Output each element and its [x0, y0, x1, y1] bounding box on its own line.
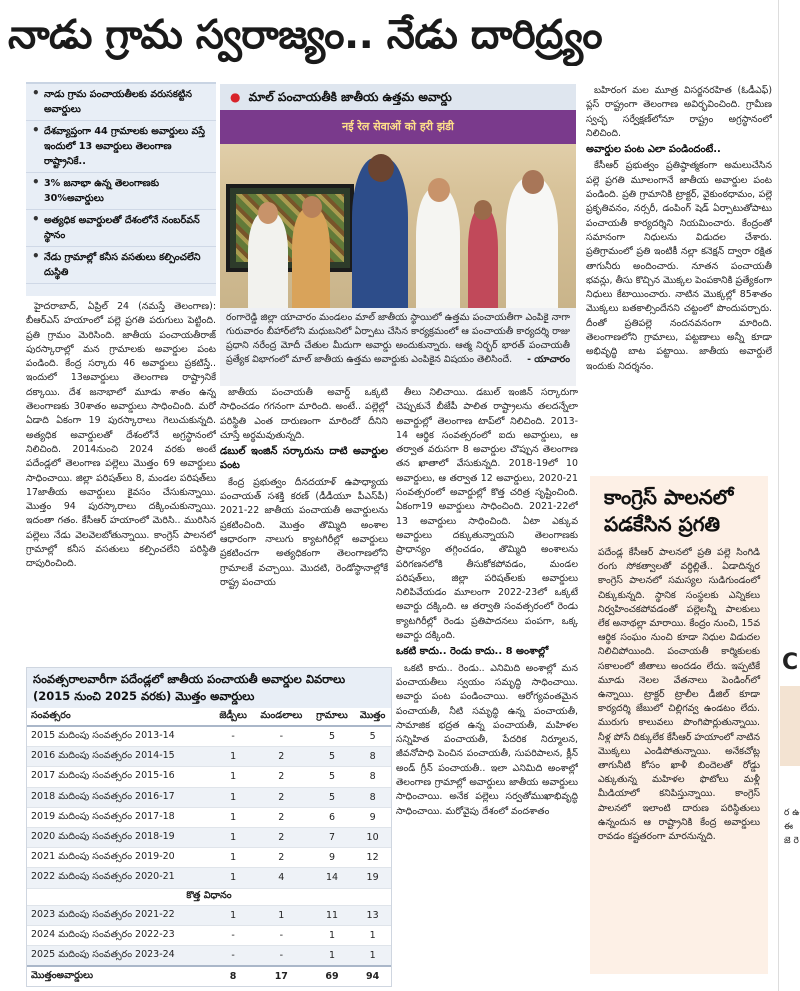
cell-year: 2019 మదింపు సంవత్సరం 2017-18: [27, 807, 213, 827]
table-row: [27, 868, 391, 888]
article-paragraph: బహిరంగ మల మూత్ర విసర్జనరహిత (ఓడీఎఫ్‌) ప్లస్‌ రాష్ట్రంగా తెలంగాణ అవిర్భవించింది. గ్రామీణ స్వచ్ఛ సర్వేక్షణ్‌లోనూ రాష్ట్రం అగ్రస్థానంలో నిలిచింది.: [586, 85, 772, 139]
person-head: [522, 170, 544, 194]
table-row: [27, 827, 391, 847]
cell: 11: [310, 905, 354, 925]
awards-table: [27, 708, 391, 987]
cell-year: 2022 మదింపు సంవత్సరం 2020-21: [27, 868, 213, 888]
article-column-3: [396, 386, 578, 986]
col-header-total: మొత్తం: [354, 708, 391, 726]
cell: 94: [354, 966, 391, 987]
adjacent-text: ర ఉ ఈ జె రె: [784, 808, 800, 846]
cell: 13: [354, 905, 391, 925]
table-row: [27, 925, 391, 945]
col-header-village: గ్రామాలు: [310, 708, 354, 726]
table-row: [27, 807, 391, 827]
cell-year: 2016 మదింపు సంవత్సరం 2014-15: [27, 747, 213, 767]
highlight-item: • దేశవ్యాప్తంగా 44 గ్రామాలకు అవార్డులు వస్తే ఇందులో 13 అవార్డులు తెలంగాణ రాష్ట్రానికే..: [26, 121, 216, 173]
photo-banner: नई रेल सेवाओं को हरी झंडी: [220, 110, 576, 144]
photo-caption: [220, 308, 576, 386]
cell: 19: [354, 868, 391, 888]
cell: 2: [253, 787, 310, 807]
person-figure: [416, 188, 460, 308]
table-title: సంవత్సరాలవారీగా పదేండ్లలో జాతీయ పంచాయతీ అవార్డుల వివరాలు (2015 నుంచి 2025 వరకు) మొత్తం అవార్డులు: [27, 668, 391, 708]
article-column-1: [26, 300, 216, 662]
cell: 2: [253, 747, 310, 767]
cell: -: [253, 726, 310, 747]
cell: 17: [253, 966, 310, 987]
cell-year: 2024 మదింపు సంవత్సరం 2022-23: [27, 925, 213, 945]
cell-year: 2021 మదింపు సంవత్సరం 2019-20: [27, 848, 213, 868]
painting-image: [226, 184, 354, 272]
congress-body: పదేండ్ల కేసీఆర్‌ పాలనలో ప్రతి పల్లె సింగిడి రంగు సోకత్వాలతో వర్ధిల్లితే.. ఏడాదిన్నర కాంగ్రెస్‌ పాలనలో సమస్యల సుడిగుండంలో చిక్కుకున్నది. స్థానిక సంస్థలకు ఎన్నికలు నిర్వహించకపోవడంతో పల్లెలన్నీ పాలకులు లేక అనాథల్లా మారాయి. కేంద్రం నుంచి, 15వ ఆర్థిక సంఘం నుంచి కూడా నిధుల విడుదల నిలిచిపోయింది. పంచాయతీ కార్మికులకు సకాలంలో జీతాలు అందడం లేదు. ఇప్పటికే మూడు నెలల వేతనాలు పెండింగ్‌లో ఉన్నాయి. ట్రాక్టర్‌ ట్రాలీల డీజిల్‌ కూడా కార్యదర్శి జేబులో చిల్లిగవ్వ ఉండటం లేదు. మురుగు కాలువలు పొంగిపొర్లుతున్నాయి. నీళ్ల పోసే దిక్కులేక కేసీఆర్‌ హయాంలో నాటిన మొక్కలు ఎండిపోతున్నాయి. అనేకచోట్ల తాగునీటి కోసం ఖాళీ బిందెలతో రోడ్డు ఎక్కుతున్న మహిళల ఫొటోలు మళ్లీ మీడియాలో కనిపిస్తున్నాయి. కాంగ్రెస్‌ పాలనలో ఇలాంటి దారుణ పరిస్థితులు ఉన్నందున ఆ రాష్ట్రానికి కేంద్ర అవార్డులు రావడం కష్టతరంగా మారనున్నది.: [598, 547, 760, 843]
cell: 1: [354, 945, 391, 966]
cell-year: 2025 మదింపు సంవత్సరం 2023-24: [27, 945, 213, 966]
cell: 1: [354, 925, 391, 945]
congress-sidebar: [590, 476, 768, 974]
cell-year: 2015 మదింపు సంవత్సరం 2013-14: [27, 726, 213, 747]
cell: -: [253, 925, 310, 945]
cell: 5: [354, 726, 391, 747]
subheading: ఒకటి కాదు.. రెండు కాదు.. 8 అంశాల్లో: [396, 646, 549, 658]
cell: 1: [213, 787, 252, 807]
cell: 1: [213, 767, 252, 787]
section-label: కొత్త విధానం: [27, 888, 391, 905]
award-photo: [220, 110, 576, 308]
cell-year: 2017 మదింపు సంవత్సరం 2015-16: [27, 767, 213, 787]
highlights-box: [26, 82, 216, 296]
photo-caption-text: రంగారెడ్డి జిల్లా యాచారం మండలం మాల్‌ జాతీయ స్థాయిలో ఉత్తమ పంచాయతీగా ఎంపికై నాగా గురువారం బీహార్‌లోని మధుబనిలో ఏర్పాటు చేసిన కార్యక్రమంలో ఆ పంచాయతీ కార్యదర్శి రాజు ప్రధాని నరేంద్ర మోదీ చేతుల మీదుగా అవార్డు అందుకున్నారు. ఆత్మ నిర్భర్‌ భారత్‌ పంచాయతీ ప్రత్యేక విభాగంలో మాల్‌ జాతీయ ఉత్తమ అవార్డుకు ఎంపికైన విషయం తెలిసిందే.: [226, 312, 570, 365]
cell: -: [253, 945, 310, 966]
cell-year: 2018 మదింపు సంవత్సరం 2016-17: [27, 787, 213, 807]
article-column-4: [586, 84, 772, 470]
highlight-item: • నాడు గ్రామ పంచాయతీలకు వరుసకట్టిన అవార్డులు: [26, 84, 216, 121]
col-header-mandal: మండలాలు: [253, 708, 310, 726]
highlight-item: • నేడు గ్రామాల్లో కనీస వసతులు కల్పించలేని దుస్థితి: [26, 247, 216, 284]
article-paragraph: జాతీయ పంచాయతీ అవార్డ్‌ ఒక్కటి సాధించడం గగనంగా మారింది. అంటే.. పల్లెల్లో పరిస్థితి ఎంత దారుణంగా మారిందో దీనిని చూస్తే అర్థమవుతున్నది.: [220, 387, 388, 441]
cell: 2: [253, 827, 310, 847]
cell-year: 2020 మదింపు సంవత్సరం 2018-19: [27, 827, 213, 847]
cell: 7: [310, 827, 354, 847]
photo-credit: - యాచారం: [527, 354, 570, 365]
person-head: [428, 178, 450, 202]
cell: 5: [310, 747, 354, 767]
cell: 1: [213, 827, 252, 847]
cell: 9: [354, 807, 391, 827]
adjacent-box: [780, 686, 800, 766]
cell: 1: [310, 945, 354, 966]
cell: 1: [213, 807, 252, 827]
headline: నాడు గ్రామ స్వరాజ్యం.. నేడు దారిద్ర్యం: [8, 12, 603, 58]
cell: -: [213, 945, 252, 966]
highlight-item: • అత్యధిక అవార్డులతో దేశంలోనే నంబర్‌వన్‌ స్థానం: [26, 210, 216, 247]
table-row: [27, 787, 391, 807]
congress-title: కాంగ్రెస్‌ పాలనలో పడకేసిన ప్రగతి: [604, 485, 734, 536]
cell: -: [213, 925, 252, 945]
cell: 1: [213, 905, 252, 925]
bullet-dot-icon: ●: [230, 90, 241, 104]
photo-block: [220, 84, 576, 380]
person-figure: [468, 208, 498, 308]
table-section-row: [27, 888, 391, 905]
table-row: [27, 905, 391, 925]
photo-title-text: మాల్‌ పంచాయతీకి జాతీయ ఉత్తమ అవార్డు: [248, 90, 452, 104]
subheading: అవార్డుల పంట ఎలా పండిందంటే..: [586, 144, 721, 156]
cell: 1: [213, 747, 252, 767]
cell: 1: [310, 925, 354, 945]
highlight-item: • 3% జనాభా ఉన్న తెలంగాణకు 30%అవార్డులు: [26, 173, 216, 210]
cell: 4: [253, 868, 310, 888]
table-row: [27, 848, 391, 868]
subheading: డబుల్‌ ఇంజిన్‌ సర్కారును దాటి అవార్డుల పంట: [220, 446, 388, 472]
person-figure: [506, 178, 558, 308]
cell: 5: [310, 787, 354, 807]
cell-year: 2023 మదింపు సంవత్సరం 2021-22: [27, 905, 213, 925]
cell: 8: [354, 747, 391, 767]
cell: 5: [310, 726, 354, 747]
article-paragraph: తీలు నిలిచాయి. డబుల్‌ ఇంజిన్‌ సర్కారుగా చెప్పుకునే బీజేపీ పాలిత రాష్ట్రాలను తలదన్నేలా అవార్డుల్లో తెలంగాణ టాప్‌లో నిలిచింది. 2013-14 ఆర్థిక సంవత్సరంలో ఐదు అవార్డులు, ఆ తర్వాత వరుసగా 8 అవార్డుల చొప్పున తెలంగాణ తన ఖాతాలో వేసుకున్నది. 2018-19లో 10 అవార్డులు, ఆ తర్వాత 12 అవార్డులు, 2020-21 సంవత్సరంలో అవార్డుల్లో కొత్త చరిత్ర సృష్టించింది. ఏకంగా19 అవార్డులు సాధించింది. 2021-22లో 13 అవార్డులు సాధించింది. ఏటా ఎక్కువ అవార్డులు దక్కుతున్నాయని తెలంగాణకు ప్రాధాన్యం తగ్గించడం, తొమ్మిది అంశాలను పరిగణనలోకి తీసుకోకపోవడం, మండల పరిషత్‌లు, జిల్లా పరిషత్‌లకు అవార్డులు నిలిపివేయడం మూలంగా 2022-23లో ఒక్కటే అవార్డు దక్కింది. ఆ తర్వాతి సంవత్సరంలో రెండు క్యాటగిరీల్లో రెండు ప్రతిపాదనలు పంపగా, ఒక్క అవార్డు దక్కింది.: [396, 387, 578, 642]
person-head: [302, 196, 322, 218]
cell: 1: [253, 905, 310, 925]
person-head: [368, 154, 394, 182]
photo-title: [220, 84, 576, 110]
cell: 5: [310, 767, 354, 787]
person-head: [258, 202, 278, 224]
col-header-year: సంవత్సరం: [27, 708, 213, 726]
cell: -: [213, 726, 252, 747]
person-head: [474, 200, 492, 220]
person-figure: [248, 212, 288, 308]
article-column-2: [220, 386, 388, 662]
table-row: [27, 767, 391, 787]
cell: 8: [213, 966, 252, 987]
col-header-zp: జెడ్పీలు: [213, 708, 252, 726]
article-paragraph: హైదరాబాద్‌, ఏప్రిల్‌ 24 (నమస్తే తెలంగాణ): బీఆర్‌ఎస్‌ హయాంలో పల్లె ప్రగతి పరుగులు పెట్టింది. ప్రతి గ్రామం మెరిసింది. జాతీయ పంచాయతీరాజ్‌ పురస్కారాల్లో మన గ్రామాలకు అవార్డుల పంట పండింది. కేంద్ర సర్కారు 46 అవార్డులు ప్రకటిస్తే.. ఇందులో 13అవార్డులు తెలంగాణ రాష్ట్రానికే దక్కాయి. దేశ జనాభాలో మూడు శాతం ఉన్న తెలంగాణకు 30శాతం అవార్డులు సాధించింది. మరో ఏడాది ఏకంగా 19 పురస్కారాలు గెలుచుకున్నది. అత్యధిక అవార్డులతో దేశంలోనే అగ్రస్థానంలో నిలిచింది. 2014నుంచి 2024 వరకు అంటే పదేండ్లలో తెలంగాణ పల్లెలు మొత్తం 69 అవార్డులు సాధించాయి. జిల్లా పరిషత్‌లు 8, మండల పరిషత్‌లు 17జాతీయ అవార్డులు కైవసం చేసుకున్నాయి. మొత్తం 94 పురస్కారాలు దక్కించుకున్నాయి. ఇదంతా గతం. కేసీఆర్‌ హయాంలో మెరిసి.. మురిసిన పల్లెలు నేడు వెలవెలబోతున్నాయి. కాంగ్రెస్‌ పాలనలో గ్రామాల్లో కనీస వసతులు కల్పించలేని పరిస్థితి దాపురించింది.: [26, 301, 216, 570]
cell: 8: [354, 787, 391, 807]
cell: 10: [354, 827, 391, 847]
cell: 14: [310, 868, 354, 888]
cell: 12: [354, 848, 391, 868]
person-figure: [292, 208, 330, 308]
table-row: [27, 945, 391, 966]
cell: 2: [253, 807, 310, 827]
cell: 2: [253, 767, 310, 787]
table-total-row: [27, 966, 391, 987]
table-header-row: [27, 708, 391, 726]
article-paragraph: కేసీఆర్‌ ప్రభుత్వం ప్రతిష్ఠాత్మకంగా అమలుచేసిన పల్లె ప్రగతి మూలంగానే జాతీయ అవార్డుల పంట పండింది. ప్రతి గ్రామానికి ట్రాక్టర్‌, వైకుంఠధామం, పల్లె ప్రకృతివనం, నర్సరీ, డంపింగ్‌ షెడ్‌ ఏర్పాటుతోపాటు పంచాయతీ కార్యదర్శిని నియమించారు. కేంద్రంతో సమానంగా నిధులను విడుదల చేశారు. ప్రతిగ్రామంలో ప్రతి ఇంటికీ నల్లా కనెక్షన్‌ ద్వారా రక్షిత తాగునీరు అందించారు. నూతన పంచాయతీ భవన్లు, తీసు కొచ్చిన మొక్కల పెంపకానికి ప్రత్యేకంగా నిధులు కేటాయించారు. నాటిన మొక్కల్లో 85శాతం మొక్కలు బతకాల్సిందేనని చట్టంలో పొందుపర్చారు. దీంతో ప్రతిపల్లె నందనవనంగా మారింది. తెలంగాణలోని గ్రామాలు, పట్టణాలు అన్నీ కూడా అభివృద్ధి బాట పట్టాయి. జాతీయ అవార్డులే ఇందుకు నిదర్శనం.: [586, 160, 772, 372]
cell: 8: [354, 767, 391, 787]
adjacent-letter: C: [782, 650, 799, 675]
cell: 1: [213, 848, 252, 868]
cell: 69: [310, 966, 354, 987]
cell: 2: [253, 848, 310, 868]
cell-total-label: మొత్తంఅవార్డులు: [27, 966, 213, 987]
table-row: [27, 726, 391, 747]
article-paragraph: ఒకటి కాదు.. రెండు.. ఎనిమిది అంశాల్లో మన పంచాయతీలు స్వయం సమృద్ధి సాధించాయి. అవార్డు పంట పండించాయి. ఆరోగ్యవంతమైన పంచాయతీ, నీటి సమృద్ధి ఉన్న పంచాయతీ, సామాజిక భద్రత ఉన్న పంచాయతీ, మహిళల సన్నిహిత పంచాయతీ, పేదరిక నిర్మూలన, జీవనోపాధి పెంచిన పంచాయతీ, సుపరిపాలన, క్లీన్‌ అండ్‌ గ్రీన్‌ పంచాయతీ.. ఇలా ఎనిమిది అంశాల్లో తెలంగాణ గ్రామాల్లో అవార్డులు జాతీయ అవార్డులు సాధించాయి. అనేక పల్లెలు సర్వతోముఖాభివృద్ధి సాధించాయి. మరోవైపు దేశంలో వందశాతం: [396, 662, 578, 817]
table-row: [27, 747, 391, 767]
cell: 6: [310, 807, 354, 827]
awards-table-box: [26, 667, 392, 987]
cell: 1: [213, 868, 252, 888]
cell: 9: [310, 848, 354, 868]
article-paragraph: కేంద్ర ప్రభుత్వం దీనదయాళ్‌ ఉపాధ్యాయ పంచాయత్‌ సశక్తి కరణ్‌ (డీడీయూ పీఎస్‌పీ) 2021-22 జాతీయ పంచాయతీ అవార్డులను ప్రకటించింది. మొత్తం తొమ్మిది అంశాల ఆధారంగా నాలుగు క్యాటగిరీల్లో అవార్డులు ప్రకటించగా అత్యధికంగా తెలంగాణలోని గ్రామాలకే వచ్చాయి. మొదటి, రెండోస్థానాల్లోకే రాష్ట్ర పంచాయ: [220, 476, 388, 588]
